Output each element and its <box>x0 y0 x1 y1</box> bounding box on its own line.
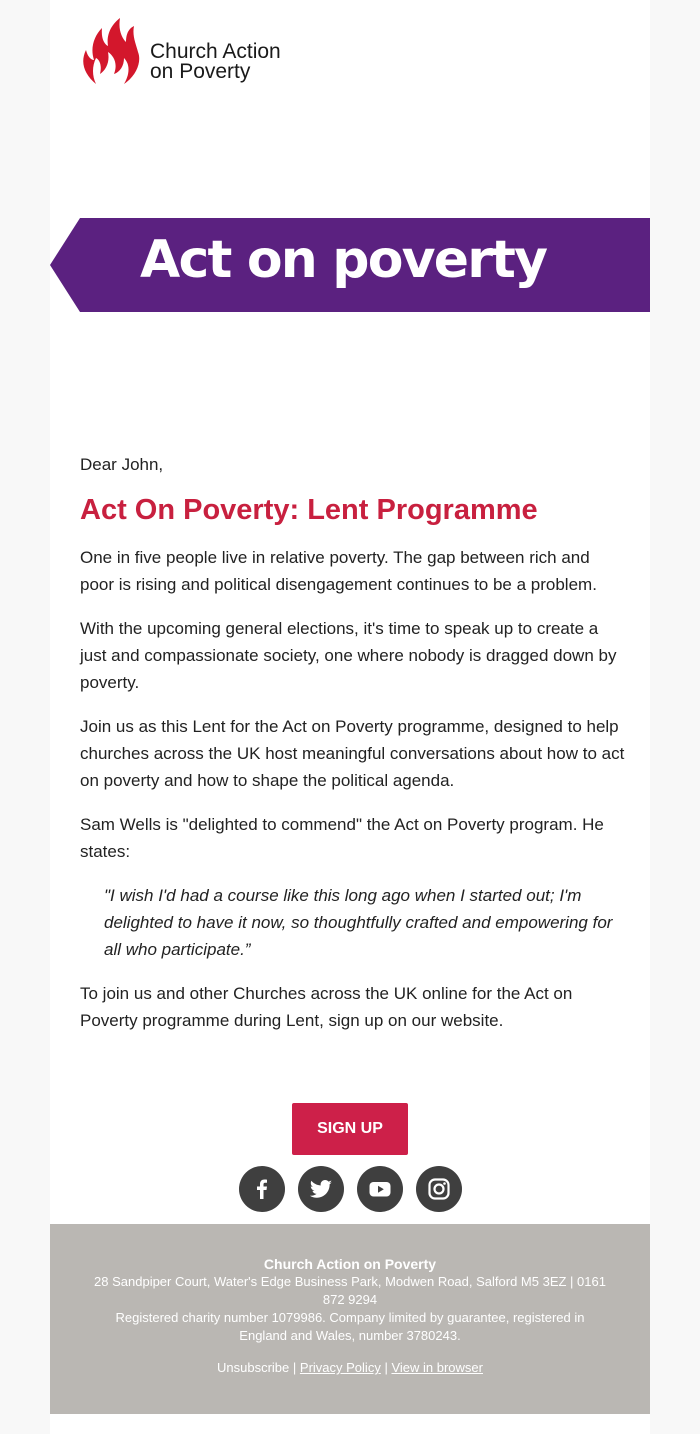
footer-separator: | <box>292 1360 297 1375</box>
logo-line-2: on Poverty <box>150 60 251 83</box>
paragraph-1: One in five people live in relative poverty. The gap between rich and poor is rising and political disengagement continues to be a problem. <box>80 548 597 594</box>
email-body <box>50 0 650 1434</box>
act-on-poverty-banner <box>50 216 650 314</box>
facebook-link[interactable] <box>239 1166 285 1212</box>
banner-title: Act on poverty <box>140 230 547 290</box>
email-footer <box>50 1224 650 1414</box>
paragraph-4: Sam Wells is "delighted to commend" the Act on Poverty program. He states: <box>80 815 604 861</box>
social-links <box>50 1166 650 1212</box>
youtube-link[interactable] <box>357 1166 403 1212</box>
flame-icon <box>78 16 148 88</box>
twitter-icon <box>309 1177 333 1201</box>
footer-links <box>90 1359 610 1377</box>
footer-separator: | <box>384 1360 388 1375</box>
paragraph-2: With the upcoming general elections, it's time to speak up to create a just and compassionate society, one where nobody is dragged down by poverty. <box>80 619 617 692</box>
closing-paragraph: To join us and other Churches across the UK online for the Act on Poverty programme during Lent, sign up on our website. <box>80 984 573 1030</box>
email-title: Act On Poverty: Lent Programme <box>80 494 538 526</box>
cta-container <box>50 1103 650 1155</box>
greeting: Dear John, <box>80 455 164 474</box>
footer-address: 28 Sandpiper Court, Water's Edge Business Park, Modwen Road, Salford M5 3EZ | 0161 872 9294 <box>94 1274 606 1307</box>
testimonial-quote: "I wish I'd had a course like this long ago when I started out; I'm delighted to have it now, so thoughtfully crafted and empowering for all who participate.” <box>104 886 613 959</box>
youtube-icon <box>368 1177 392 1201</box>
footer-registration: Registered charity number 1079986. Company limited by guarantee, registered in England and Wales, number 3780243. <box>115 1310 585 1343</box>
instagram-icon <box>427 1177 451 1201</box>
paragraph-3: Join us as this Lent for the Act on Poverty programme, designed to help churches across the UK host meaningful conversations about how to act on poverty and how to shape the political agenda. <box>80 717 625 790</box>
view-in-browser-link[interactable]: View in browser <box>391 1360 483 1375</box>
message-content <box>80 452 625 1051</box>
logo-wordmark <box>150 42 281 82</box>
instagram-link[interactable] <box>416 1166 462 1212</box>
privacy-policy-link[interactable]: Privacy Policy <box>299 1360 381 1375</box>
logo-line-1: Church Action <box>150 40 281 63</box>
facebook-icon <box>250 1177 274 1201</box>
footer-org-name: Church Action on Poverty <box>263 1256 437 1272</box>
church-action-logo[interactable] <box>78 16 318 88</box>
unsubscribe-link[interactable]: Unsubscribe <box>217 1360 290 1375</box>
twitter-link[interactable] <box>298 1166 344 1212</box>
sign-up-button[interactable]: SIGN UP <box>292 1103 408 1155</box>
